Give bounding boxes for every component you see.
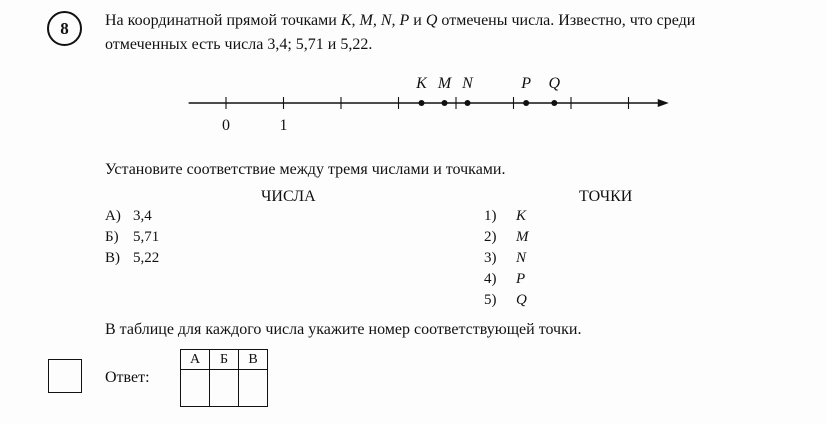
answer-label: Ответ: xyxy=(105,369,150,386)
points-item: 5) Q xyxy=(484,292,527,308)
answer-cell-b[interactable] xyxy=(210,370,239,407)
answer-cell-v[interactable] xyxy=(239,370,268,407)
point-label: P xyxy=(521,75,532,92)
answer-column-header: В xyxy=(239,350,268,370)
points-header: ТОЧКИ xyxy=(579,188,633,205)
table-instruction: В таблице для каждого числа укажите номер соответствующей точки. xyxy=(105,321,582,338)
task-statement xyxy=(105,9,695,57)
number-line-arrow xyxy=(658,99,669,107)
number-line xyxy=(0,70,826,140)
numbers-item: А) 3,4 xyxy=(105,208,152,224)
answer-column-header: Б xyxy=(210,350,239,370)
matching-instruction: Установите соответствие между тремя числами и точками. xyxy=(105,161,506,178)
tick-label: 0 xyxy=(222,117,230,134)
number-line-point xyxy=(523,100,529,106)
numbers-list xyxy=(105,208,159,271)
number-line-point xyxy=(465,100,471,106)
points-item: 2) M xyxy=(484,229,529,245)
task-line-1: На координатной прямой точками K, M, N, P и Q отмечены числа. Известно, что среди xyxy=(105,12,696,29)
point-label: K xyxy=(416,75,427,92)
point-label: N xyxy=(462,75,473,92)
number-line-point xyxy=(442,100,448,106)
answer-column-header: А xyxy=(181,350,210,370)
answer-checkbox[interactable] xyxy=(48,359,82,393)
numbers-header: ЧИСЛА xyxy=(261,188,316,205)
points-item: 1) K xyxy=(484,208,527,224)
points-list xyxy=(484,208,529,313)
answer-table xyxy=(180,349,268,407)
task-line-2: отмеченных есть числа 3,4; 5,71 и 5,22. xyxy=(105,36,373,53)
task-number-badge xyxy=(47,11,82,46)
numbers-item: В) 5,22 xyxy=(105,250,160,266)
numbers-item: Б) 5,71 xyxy=(105,229,160,245)
point-label: M xyxy=(437,75,452,92)
answer-cell-a[interactable] xyxy=(181,370,210,407)
points-item: 3) N xyxy=(484,250,527,266)
task-number: 8 xyxy=(60,18,69,38)
point-label: Q xyxy=(548,75,561,92)
number-line-point xyxy=(551,100,557,106)
tick-label: 1 xyxy=(279,117,288,134)
number-line-point xyxy=(419,100,425,106)
points-item: 4) P xyxy=(484,271,526,287)
